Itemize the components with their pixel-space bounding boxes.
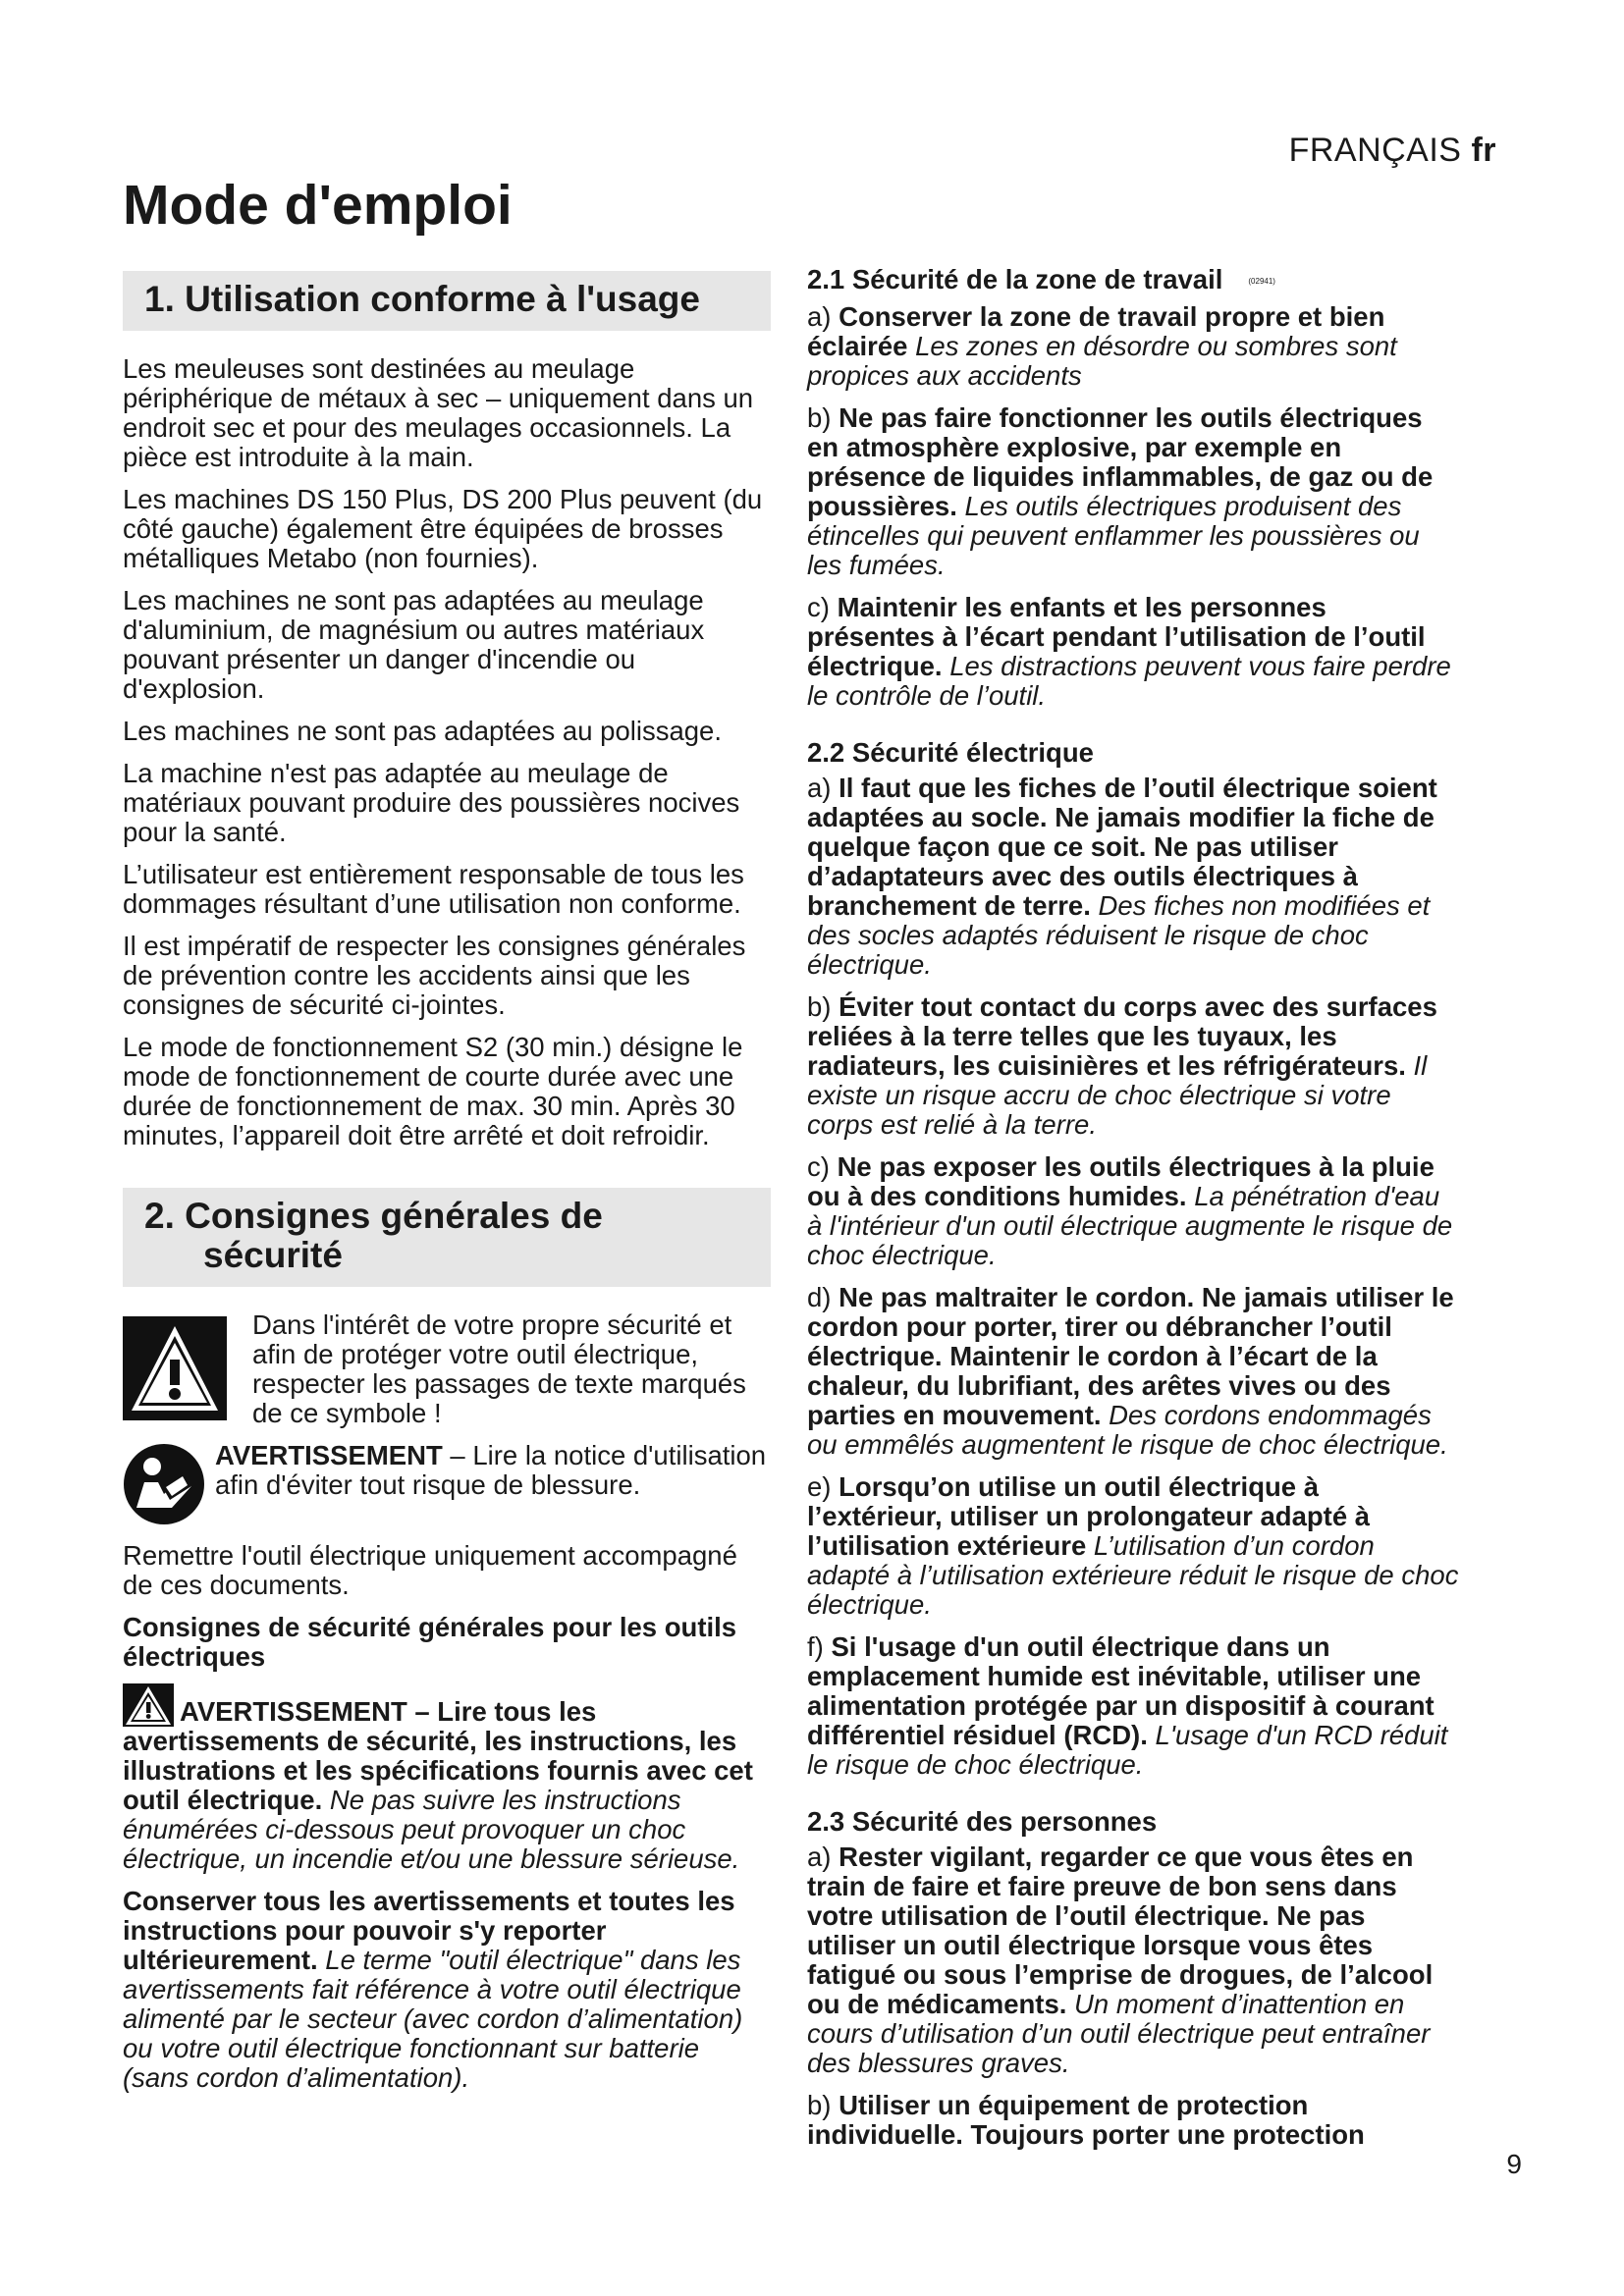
- list-item: [807, 302, 1460, 391]
- section-1-heading: 1. Utilisation conforme à l'usage: [123, 271, 771, 331]
- item-bold: Conserver la zone de travail propre et bien éclairée: [807, 300, 1385, 361]
- item-letter: b): [807, 2089, 839, 2120]
- warning-read-all: [123, 1683, 771, 1874]
- item-italic: Des fiches non modifiées et des socles adaptés réduisent le risque de choc électrique.: [807, 889, 1431, 980]
- read-manual-text: [215, 1441, 771, 1500]
- warning-symbol-note: [123, 1310, 771, 1428]
- list-item: [807, 593, 1460, 711]
- section-2-heading-line1: 2. Consignes générales de: [144, 1196, 603, 1236]
- item-bold: Il faut que les fiches de l’outil électrique soient adaptées au socle. Ne jamais modifier la fiche de quelque façon que ce soit. Ne pas utiliser d’adaptateurs avec des outils électriques à branchement de terre.: [807, 772, 1437, 921]
- read-manual-body: – Lire la notice d'utilisation afin d'éviter tout risque de blessure.: [215, 1440, 767, 1500]
- page-title: Mode d'emploi: [123, 174, 513, 237]
- item-italic: L’utilisation d’un cordon adapté à l’utilisation extérieure réduit le risque de choc électrique.: [807, 1529, 1459, 1620]
- item-italic: Un moment d’inattention en cours d’utilisation d’un outil électrique peut entraîner des blessures graves.: [807, 1988, 1431, 2078]
- keep-instructions-bold: Conserver tous les avertissements et toutes les instructions pour pouvoir s'y reporter ultérieurement.: [123, 1886, 735, 1975]
- item-letter: a): [807, 1841, 839, 1872]
- paragraph: L’utilisateur est entièrement responsable de tous les dommages résultant d’une utilisation non conforme.: [123, 859, 744, 919]
- list-item: [807, 403, 1460, 580]
- paragraph: Il est impératif de respecter les consignes générales de prévention contre les accidents ainsi que les consignes de sécurité ci-jointes.: [123, 931, 746, 1020]
- general-safety-heading: Consignes de sécurité générales pour les outils électriques: [123, 1612, 737, 1672]
- section-2-heading-line2: sécurité: [203, 1235, 343, 1275]
- item-bold: Lorsqu’on utilise un outil électrique à l’extérieur, utiliser un prolongateur adapté à l’utilisation extérieure: [807, 1470, 1371, 1561]
- page-number: 9: [1506, 2149, 1522, 2179]
- section-2-1-title: 2.1 Sécurité de la zone de travail: [807, 264, 1223, 294]
- keep-instructions: [123, 1887, 771, 2093]
- paragraph: Les meuleuses sont destinées au meulage périphérique de métaux à sec – uniquement dans un endroit sec et pour des meulages occasionnels. La pièce est introduite à la main.: [123, 353, 754, 472]
- read-manual-label: AVERTISSEMENT: [215, 1440, 443, 1470]
- language-name: FRANÇAIS: [1288, 132, 1462, 169]
- read-manual-note: [123, 1441, 771, 1531]
- section-2-heading: [123, 1188, 771, 1287]
- right-column: [807, 265, 1460, 2163]
- item-letter: b): [807, 990, 839, 1022]
- item-bold: Ne pas faire fonctionner les outils électriques en atmosphère explosive, par exemple en présence de liquides inflammables, de gaz ou de poussières.: [807, 401, 1434, 521]
- paragraph: Le mode de fonctionnement S2 (30 min.) désigne le mode de fonctionnement de courte durée avec une durée de fonctionnement de max. 30 min. Après 30 minutes, l’appareil doit être arrêté et doit refroidir.: [123, 1032, 743, 1150]
- item-letter: a): [807, 300, 839, 332]
- paragraph: La machine n'est pas adaptée au meulage de matériaux pouvant produire des poussières nocives pour la santé.: [123, 758, 740, 847]
- warning-read-all-italic: Ne pas suivre les instructions énumérées ci-dessous peut provoquer un choc électrique, un incendie et/ou une blessure sérieuse.: [123, 1785, 740, 1874]
- list-item: [807, 992, 1460, 1140]
- item-italic: Des cordons endommagés ou emmêlés augmentent le risque de choc électrique.: [807, 1399, 1448, 1460]
- list-item: [807, 1632, 1460, 1780]
- handover-text: Remettre l'outil électrique uniquement accompagné de ces documents.: [123, 1540, 737, 1600]
- item-italic: Les zones en désordre ou sombres sont propices aux accidents: [807, 330, 1397, 391]
- section-2-2-heading: 2.2 Sécurité électrique: [807, 736, 1094, 768]
- item-letter: f): [807, 1630, 832, 1662]
- read-manual-icon: [123, 1443, 205, 1525]
- item-italic: Les outils électriques produisent des étincelles qui peuvent enflammer les poussières ou les fumées.: [807, 490, 1420, 580]
- small-warning-icon: [123, 1683, 174, 1727]
- item-letter: d): [807, 1281, 839, 1312]
- item-letter: e): [807, 1470, 839, 1502]
- warning-symbol-text: Dans l'intérêt de votre propre sécurité et afin de protéger votre outil électrique, respecter les passages de texte marqués de ce symbole !: [252, 1309, 746, 1428]
- list-item: [807, 1283, 1460, 1460]
- item-bold: Ne pas exposer les outils électriques à la pluie ou à des conditions humides.: [807, 1150, 1435, 1211]
- list-item: [807, 1152, 1460, 1270]
- section-2-1-tag: (02941): [1248, 276, 1275, 286]
- item-bold: Utiliser un équipement de protection individuelle. Toujours porter une protection: [807, 2089, 1365, 2150]
- item-bold: Éviter tout contact du corps avec des surfaces reliées à la terre telles que les tuyaux, les radiateurs, les cuisinières et les réfrigérateurs.: [807, 990, 1437, 1081]
- item-italic: Il existe un risque accru de choc électrique si votre corps est relié à la terre.: [807, 1049, 1428, 1140]
- item-letter: c): [807, 591, 838, 622]
- warning-read-all-bold: AVERTISSEMENT – Lire tous les avertissements de sécurité, les instructions, les illustrations et les spécifications fournis avec cet outil électrique.: [123, 1696, 753, 1815]
- section-2-1-heading: [807, 265, 1460, 296]
- language-code: fr: [1471, 132, 1496, 169]
- warning-triangle-icon: [123, 1316, 227, 1420]
- item-italic: Les distractions peuvent vous faire perdre le contrôle de l’outil.: [807, 650, 1451, 711]
- list-item: [807, 774, 1460, 980]
- paragraph: Les machines ne sont pas adaptées au meulage d'aluminium, de magnésium ou autres matériaux pouvant présenter un danger d'incendie ou d'explosion.: [123, 585, 705, 704]
- item-italic: L'usage d'un RCD réduit le risque de choc électrique.: [807, 1719, 1448, 1780]
- list-item: [807, 1472, 1460, 1620]
- list-item: [807, 2091, 1460, 2150]
- item-bold: Si l'usage d'un outil électrique dans un emplacement humide est inévitable, utiliser une alimentation protégée par un dispositif à courant différentiel résiduel (RCD).: [807, 1630, 1435, 1750]
- item-italic: La pénétration d'eau à l'intérieur d'un outil électrique augmente le risque de choc électrique.: [807, 1180, 1453, 1270]
- paragraph: Les machines ne sont pas adaptées au polissage.: [123, 716, 722, 746]
- item-letter: b): [807, 401, 839, 433]
- item-bold: Maintenir les enfants et les personnes présentes à l’écart pendant l’utilisation de l’outil électrique.: [807, 591, 1426, 681]
- language-indicator: [1289, 132, 1496, 170]
- item-letter: a): [807, 772, 839, 803]
- item-bold: Rester vigilant, regarder ce que vous êtes en train de faire et faire preuve de bon sens dans votre utilisation de l’outil électrique. Ne pas utiliser un outil électrique lorsque vous êtes fatigué ou sous l’emprise de drogues, de l’alcool ou de médicaments.: [807, 1841, 1434, 2019]
- item-letter: c): [807, 1150, 838, 1182]
- left-column: [123, 271, 771, 2106]
- keep-instructions-italic: Le terme "outil électrique" dans les avertissements fait référence à votre outil électrique alimenté par le secteur (avec cordon d’alimentation) ou votre outil électrique fonctionnant sur batterie (sans cordon d’alimentation).: [123, 1945, 743, 2093]
- paragraph: Les machines DS 150 Plus, DS 200 Plus peuvent (du côté gauche) également être équipées de brosses métalliques Metabo (non fournies).: [123, 484, 763, 573]
- section-2-3-heading: 2.3 Sécurité des personnes: [807, 1805, 1158, 1837]
- item-bold: Ne pas maltraiter le cordon. Ne jamais utiliser le cordon pour porter, tirer ou débrancher l’outil électrique. Maintenir le cordon à l’écart de la chaleur, du lubrifiant, des arêtes vives ou des parties en mouvement.: [807, 1281, 1454, 1430]
- list-item: [807, 1842, 1460, 2078]
